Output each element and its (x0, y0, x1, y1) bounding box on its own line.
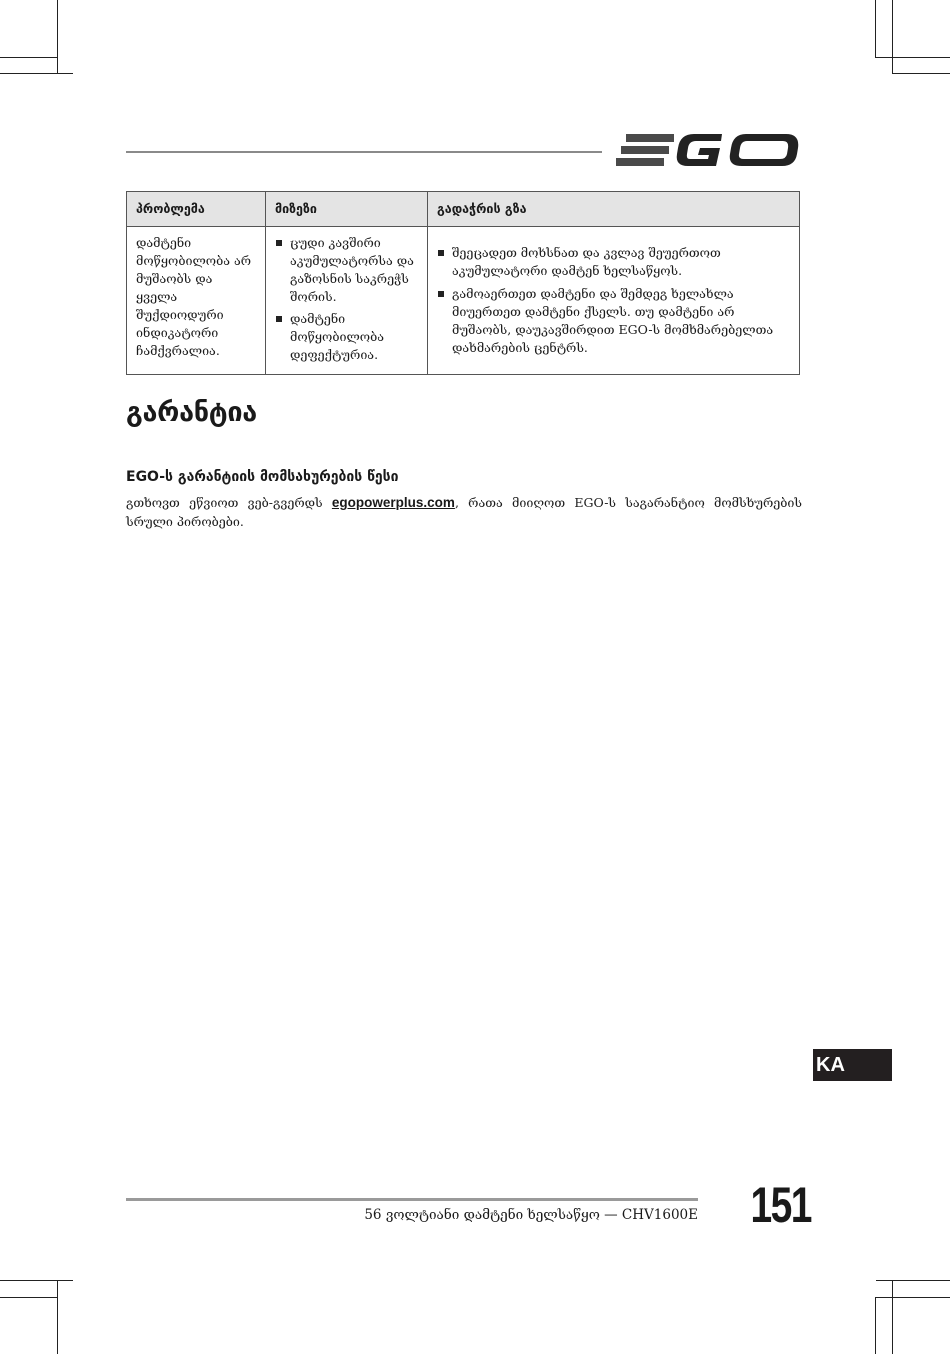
problem-cell: დამტენი მოწყობილობა არ მუშაობს და ყველა შუქდიოდური ინდიკატორი ჩამქვრალია. (127, 227, 266, 375)
ego-logo (616, 128, 800, 172)
crop-mark (0, 1280, 73, 1281)
warranty-subtitle: EGO-ს გარანტიის მომსახურების წესი (126, 469, 399, 485)
header-problem: პრობლემა (127, 192, 266, 227)
list-item: ცუდი კავშირი აკუმულატორსა და გაზოსნის საკრეჭს შორის. (275, 234, 418, 306)
warranty-text-before: გთხოვთ ეწვიოთ ვებ-გვერდს (126, 495, 332, 510)
troubleshooting-table (126, 191, 800, 375)
table-header-row (127, 192, 800, 227)
header-cause: მიზეზი (266, 192, 428, 227)
crop-mark (875, 0, 876, 58)
header-rule (126, 151, 602, 153)
crop-mark (875, 1297, 876, 1354)
warranty-text-after: , რათა მიიღოთ EGO-ს საგარანტიო მომსხურების სრული პირობები. (126, 495, 802, 529)
cause-list (275, 234, 418, 364)
language-tab: KA (813, 1049, 892, 1081)
crop-mark (0, 73, 73, 74)
header-solution: გადაჭრის გზა (428, 192, 800, 227)
crop-mark (892, 0, 893, 73)
crop-mark (892, 1280, 893, 1354)
crop-mark (0, 1297, 57, 1298)
crop-mark (0, 57, 57, 58)
crop-mark (876, 1297, 950, 1298)
list-item: შეეცადეთ მოხსნათ და კვლავ შეუერთოთ აკუმულატორი დამტენ ხელსაწყოს. (437, 244, 790, 280)
solution-cell (428, 227, 800, 375)
crop-mark (57, 0, 58, 73)
website-link[interactable]: egopowerplus.com (331, 495, 455, 510)
crop-mark (876, 1280, 950, 1281)
list-item: დამტენი მოწყობილობა დეფექტურია. (275, 310, 418, 364)
section-title: გარანტია (126, 397, 257, 428)
solution-list (437, 244, 790, 357)
crop-mark (876, 57, 950, 58)
list-item: გამოაერთეთ დამტენი და შემდეგ ხელახლა მიუერთეთ დამტენი ქსელს. თუ დამტენი არ მუშაობს, დაუკავშირდით EGO-ს მომხმარებელთა დახმარების ცენტრს. (437, 285, 790, 357)
warranty-text (126, 493, 802, 531)
footer-rule (126, 1198, 698, 1201)
table-row (127, 227, 800, 375)
footer-caption: 56 ვოლტიანი დამტენი ხელსაწყო — CHV1600E (364, 1207, 698, 1223)
cause-cell (266, 227, 428, 375)
crop-mark (57, 1280, 58, 1354)
crop-mark (892, 73, 950, 74)
page-number: 151 (750, 1177, 811, 1233)
